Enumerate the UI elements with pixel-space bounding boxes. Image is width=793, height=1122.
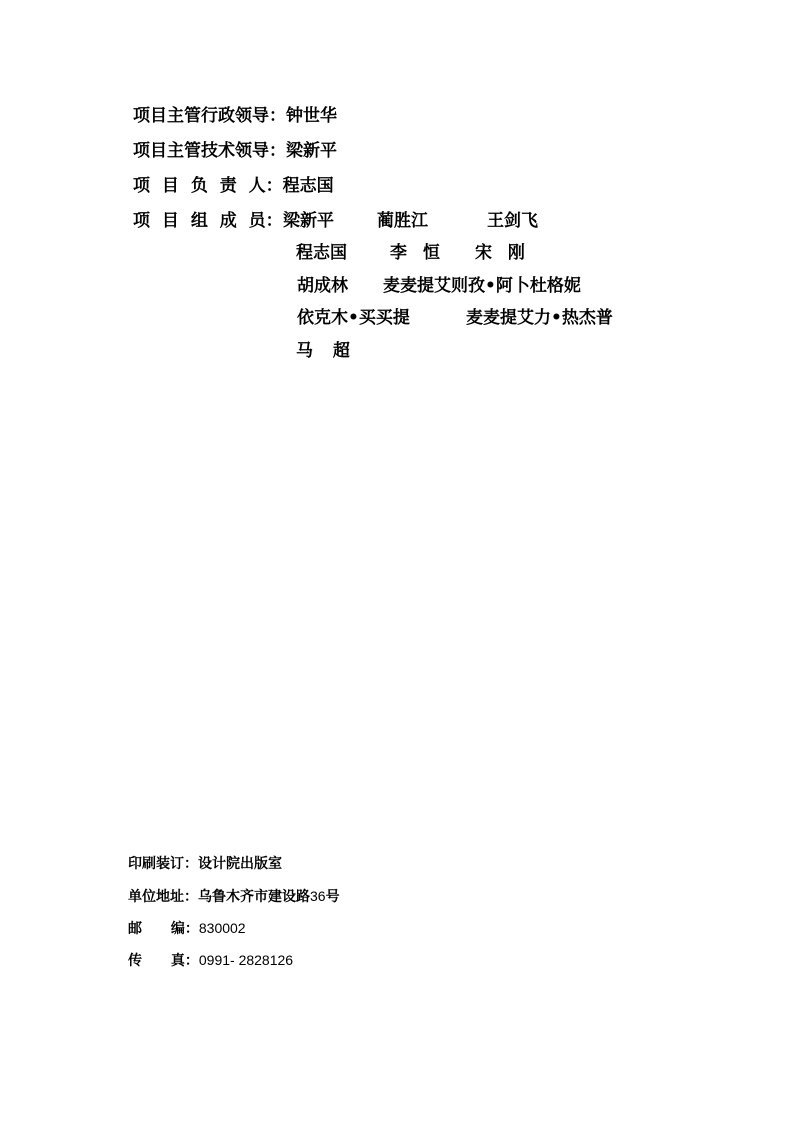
address-value: 乌鲁木齐市建设路 bbox=[198, 889, 310, 905]
project-lead-line: 项 目 负 责 人：程志国 bbox=[133, 176, 334, 196]
postcode-label: 邮 编： bbox=[128, 921, 199, 937]
member-name: 宋 刚 bbox=[475, 243, 525, 263]
printing-value: 设计院出版室 bbox=[198, 856, 282, 872]
member-name: 胡成林 bbox=[297, 276, 348, 296]
address-number: 36 bbox=[310, 888, 326, 904]
member-name: 马 超 bbox=[296, 341, 350, 361]
fax-value: 0991- 2828126 bbox=[198, 952, 294, 968]
address-label: 单位地址： bbox=[128, 889, 198, 905]
member-name: 李 恒 bbox=[390, 243, 440, 263]
tech-leader-line: 项目主管技术领导：梁新平 bbox=[133, 141, 337, 161]
fax-label: 传 真： bbox=[128, 953, 199, 969]
postcode-line bbox=[128, 919, 246, 938]
printing-label: 印刷装订： bbox=[128, 856, 198, 872]
admin-leader-line: 项目主管行政领导：钟世华 bbox=[133, 106, 337, 126]
members-label: 项 目 组 成 员： bbox=[133, 211, 283, 231]
address-suffix: 号 bbox=[325, 889, 340, 905]
fax-line bbox=[128, 951, 293, 970]
member-name: 麦麦提艾则孜•阿卜杜格妮 bbox=[383, 276, 581, 296]
member-name: 王剑飞 bbox=[487, 211, 538, 231]
member-name: 依克木•买买提 bbox=[297, 308, 410, 328]
member-name: 程志国 bbox=[296, 243, 347, 263]
postcode-value: 830002 bbox=[198, 920, 246, 936]
address-line bbox=[128, 887, 340, 906]
member-name: 梁新平 bbox=[283, 211, 334, 231]
member-name: 蔺胜江 bbox=[377, 211, 428, 231]
member-name: 麦麦提艾力•热杰普 bbox=[466, 308, 613, 328]
printing-line bbox=[128, 855, 282, 873]
